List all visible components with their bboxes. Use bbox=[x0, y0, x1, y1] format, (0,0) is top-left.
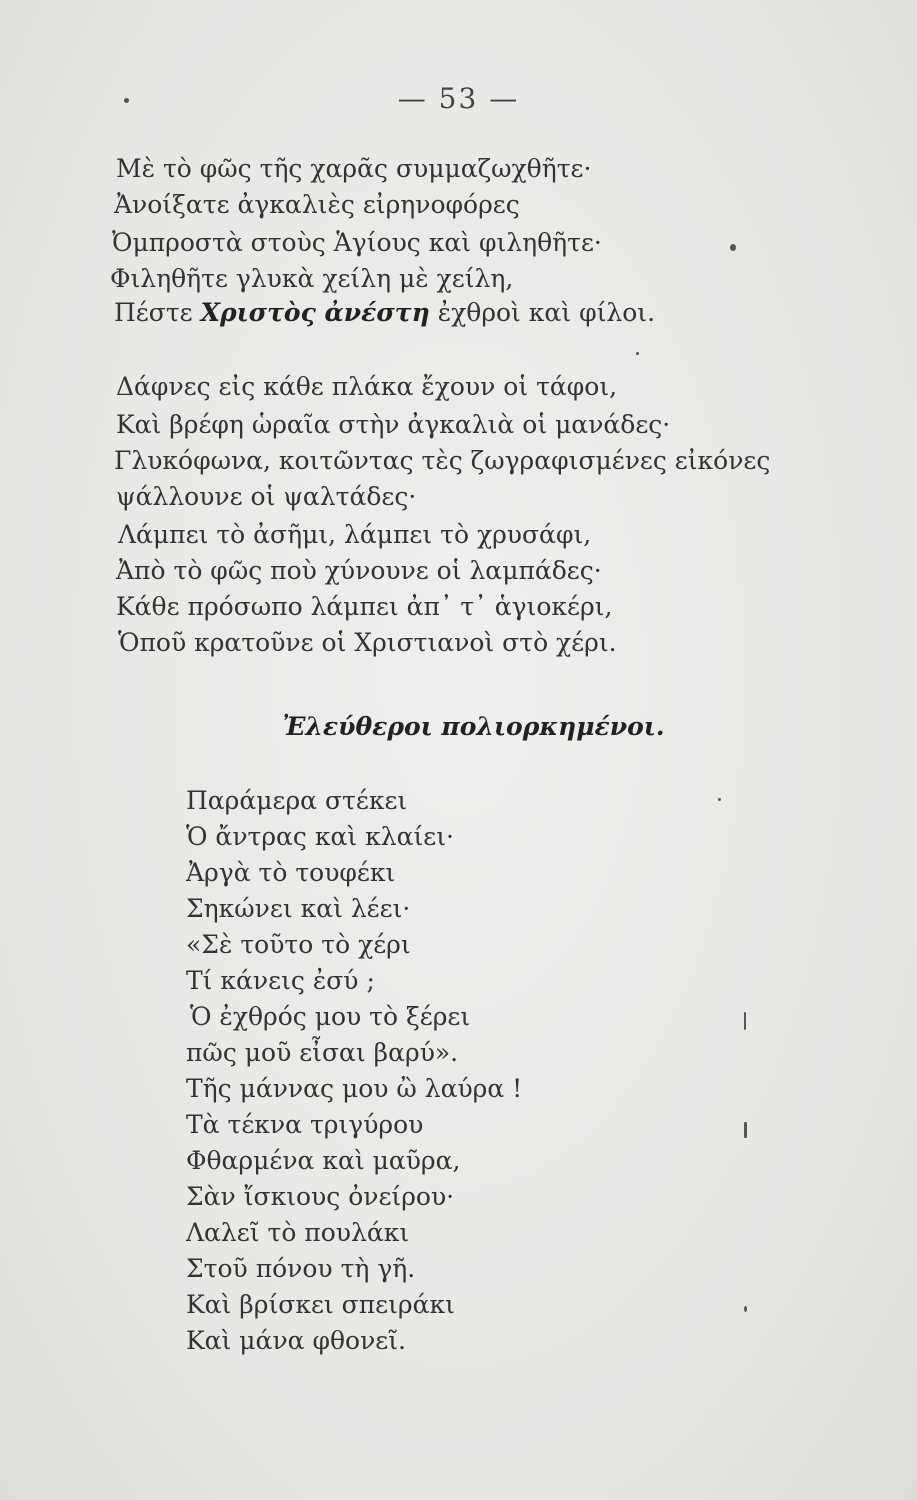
poem-line: Ἀνοίξατε ἀγκαλιὲς εἰρηνοφόρες bbox=[114, 190, 520, 219]
poem-line: Ὁ ἐχθρός μου τὸ ξέρει bbox=[190, 1002, 471, 1031]
poem-line: «Σὲ τοῦτο τὸ χέρι bbox=[186, 930, 411, 959]
poem-line: Σὰν ἴσκιους ὀνείρου· bbox=[186, 1182, 455, 1211]
poem-line: Ἀπὸ τὸ φῶς ποὺ χύνουνε οἱ λαμπάδες· bbox=[116, 556, 602, 585]
poem-line: Σηκώνει καὶ λέει· bbox=[186, 894, 411, 923]
poem-line: Κάθε πρόσωπο λάμπει ἀπ᾿ τ᾿ ἁγιοκέρι, bbox=[116, 592, 613, 621]
poem-line: Φθαρμένα καὶ μαῦρα, bbox=[186, 1146, 461, 1175]
poem-line: Τῆς μάννας μου ὢ λαύρα ! bbox=[186, 1074, 523, 1103]
poem-line-end: ἐχθροὶ καὶ φίλοι. bbox=[429, 298, 656, 327]
poem-line: Λάμπει τὸ ἀσῆμι, λάμπει τὸ χρυσάφι, bbox=[118, 520, 592, 549]
poem-line-with-emphasis bbox=[114, 298, 655, 328]
poem-line: Μὲ τὸ φῶς τῆς χαρᾶς συμμαζωχθῆτε· bbox=[116, 154, 592, 183]
page-number: — 53 — bbox=[397, 82, 520, 115]
poem-line-start: Πέστε bbox=[114, 298, 201, 327]
poem-line: πῶς μοῦ εἶσαι βαρύ». bbox=[186, 1038, 459, 1067]
emphasized-phrase: Χριστὸς ἀνέστη bbox=[200, 298, 430, 327]
poem-line: Ἀργὰ τὸ τουφέκι bbox=[186, 858, 396, 887]
poem-line: Στοῦ πόνου τὴ γῆ. bbox=[186, 1254, 416, 1283]
poem-line: Καὶ μάνα φθονεῖ. bbox=[186, 1326, 406, 1355]
ink-speck bbox=[744, 1122, 747, 1138]
poem-line: Ὀμπροστὰ στοὺς Ἁγίους καὶ φιληθῆτε· bbox=[112, 228, 602, 257]
poem-line: Τὰ τέκνα τριγύρου bbox=[186, 1110, 424, 1139]
ink-speck bbox=[744, 1012, 746, 1030]
ink-speck bbox=[744, 1306, 747, 1312]
ink-speck bbox=[718, 798, 721, 801]
ink-speck bbox=[636, 352, 639, 355]
poem-line: Τί κάνεις ἐσύ ; bbox=[186, 966, 375, 995]
poem-line: ψάλλουνε οἱ ψαλτάδες· bbox=[116, 482, 417, 511]
section-title: Ἐλεύθεροι πολιορκημένοι. bbox=[282, 712, 665, 741]
poem-line: Καὶ βρίσκει σπειράκι bbox=[186, 1290, 455, 1319]
poem-line: Λαλεῖ τὸ πουλάκι bbox=[186, 1218, 410, 1247]
poem-line: Φιληθῆτε γλυκὰ χείλη μὲ χείλη, bbox=[110, 264, 514, 293]
poem-line: Ὁποῦ κρατοῦνε οἱ Χριστιανοὶ στὸ χέρι. bbox=[118, 628, 617, 657]
poem-line: Καὶ βρέφη ὡραῖα στὴν ἀγκαλιὰ οἱ μανάδες· bbox=[116, 410, 671, 439]
poem-line: Ὁ ἄντρας καὶ κλαίει· bbox=[186, 822, 454, 851]
ink-speck bbox=[124, 98, 129, 103]
poem-line: Γλυκόφωνα, κοιτῶντας τὲς ζωγραφισμένες εἰκόνες bbox=[114, 446, 771, 475]
ink-speck bbox=[730, 244, 736, 251]
poem-line: Δάφνες εἰς κάθε πλάκα ἔχουν οἱ τάφοι, bbox=[116, 372, 618, 401]
poem-line: Παράμερα στέκει bbox=[186, 786, 408, 815]
